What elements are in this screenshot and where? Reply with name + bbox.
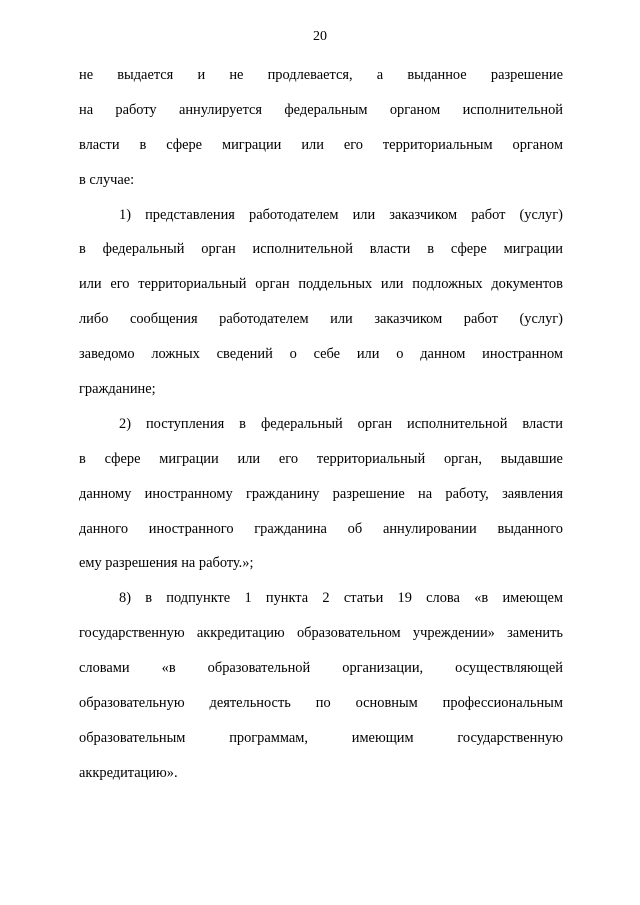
word: о [396, 346, 404, 363]
text-line [79, 657, 563, 692]
word: или [237, 450, 261, 467]
word: государственную [457, 729, 563, 746]
word: 19 [397, 590, 412, 607]
word: подложных [412, 276, 483, 293]
word: имеющем [502, 590, 563, 607]
word: или [352, 206, 376, 223]
word: сфере [166, 136, 203, 153]
word: по [315, 695, 331, 712]
word: 2) [119, 415, 131, 432]
word: данному [79, 485, 132, 502]
word: поддельных [298, 276, 373, 293]
word: документов [491, 276, 563, 293]
text-line [79, 483, 563, 518]
word: образовательной [207, 660, 311, 677]
word: территориальный [138, 276, 247, 293]
word: пункта [265, 590, 309, 607]
text-line [79, 622, 563, 657]
text-line [79, 343, 563, 378]
word: сообщения [129, 311, 198, 328]
text-line [79, 308, 563, 343]
word: организации, [342, 660, 424, 677]
word: образовательную [79, 695, 185, 712]
word: не [79, 67, 94, 83]
word: профессиональным [442, 695, 563, 712]
word: органом [512, 136, 563, 153]
word: разрешение [490, 67, 563, 83]
word: работ [463, 311, 498, 328]
word: заказчиком [389, 206, 458, 223]
word: на [418, 485, 433, 502]
word: сфере [450, 241, 487, 258]
word: иностранного [148, 520, 234, 537]
word: работу, [445, 485, 489, 502]
text-line [79, 99, 563, 134]
word: иностранном [482, 346, 563, 363]
word: работодателем [249, 206, 339, 223]
word: в [139, 136, 147, 153]
word: 1 [244, 590, 252, 607]
word: имеющим [351, 729, 414, 746]
word: государственную [79, 625, 185, 642]
word: в [145, 590, 153, 607]
word: работу [115, 101, 157, 118]
word: на [79, 101, 94, 118]
word: «в [161, 660, 176, 677]
word: (услуг) [519, 311, 563, 328]
word: власти [369, 241, 411, 258]
word: данного [79, 520, 129, 537]
word: органом [389, 101, 441, 118]
word: представления [145, 206, 235, 223]
text-line [79, 273, 563, 308]
text-line [79, 448, 563, 483]
word: выдавшие [500, 450, 563, 467]
body-text [79, 64, 563, 797]
word: деятельность [209, 695, 291, 712]
word: статьи [343, 590, 384, 607]
word: поступления [145, 415, 225, 432]
word: в случае: [79, 171, 135, 188]
word: программам, [229, 729, 308, 746]
word: себе [313, 346, 341, 363]
word: миграции [221, 136, 282, 153]
word: территориальный [316, 450, 426, 467]
word: орган [357, 415, 393, 432]
word: орган [201, 241, 236, 258]
word: исполнительной [252, 241, 353, 258]
text-line [79, 727, 563, 762]
word: не [229, 67, 244, 83]
text-line [79, 169, 563, 204]
word: его [343, 136, 363, 153]
word: в [79, 241, 86, 258]
word: исполнительной [407, 415, 508, 432]
word: или [301, 136, 324, 153]
text-line [79, 238, 563, 273]
word: а [376, 67, 384, 83]
word: в [239, 415, 246, 432]
text-line [79, 378, 563, 413]
word: гражданине; [79, 381, 156, 398]
word: гражданину [245, 485, 320, 502]
word: исполнительной [462, 101, 563, 118]
word: учреждении» [412, 625, 495, 642]
page-number: 20 [313, 29, 327, 44]
word: его [110, 276, 130, 293]
word: об [347, 520, 363, 537]
word: или [356, 346, 380, 363]
word: осуществляющей [455, 660, 563, 677]
word: миграции [159, 450, 219, 467]
text-line [79, 204, 563, 239]
text-line [79, 413, 563, 448]
word: подпункте [166, 590, 231, 607]
word: или [79, 276, 102, 293]
text-line [79, 64, 563, 99]
word: или [380, 276, 404, 293]
text-line [79, 587, 563, 622]
word: миграции [503, 241, 563, 258]
text-line [79, 518, 563, 553]
word: федеральным [284, 101, 368, 118]
word: заказчиком [374, 311, 443, 328]
word: работодателем [219, 311, 309, 328]
word: аккредитацию». [79, 764, 178, 781]
word: федеральный [102, 241, 185, 258]
word: ему разрешения на работу.»; [79, 555, 254, 572]
word: разрешение [332, 485, 405, 502]
word: «в [474, 590, 489, 607]
word: федеральный [260, 415, 343, 432]
word: гражданина [254, 520, 327, 537]
word: образовательном [296, 625, 401, 642]
word: власти [79, 136, 120, 153]
word: выданное [407, 67, 467, 83]
word: (услуг) [519, 206, 563, 223]
word: 8) [119, 590, 131, 607]
text-line [79, 692, 563, 727]
word: 1) [119, 206, 131, 223]
word: аккредитацию [196, 625, 285, 642]
word: и [197, 67, 206, 83]
word: заведомо [79, 346, 135, 363]
word: его [278, 450, 299, 467]
word: территориальным [382, 136, 493, 153]
word: заменить [507, 625, 563, 642]
word: заявления [502, 485, 563, 502]
text-line [79, 134, 563, 169]
word: аннулируется [178, 101, 263, 118]
word: аннулировании [382, 520, 477, 537]
word: данном [420, 346, 466, 363]
word: иностранному [144, 485, 233, 502]
word: выдается [117, 67, 174, 83]
text-line [79, 762, 563, 797]
word: сфере [104, 450, 141, 467]
word: либо [79, 311, 109, 328]
word: образовательным [79, 729, 186, 746]
word: в [427, 241, 435, 258]
word: в [79, 450, 86, 467]
word: выданного [497, 520, 563, 537]
word: 2 [322, 590, 330, 607]
word: власти [522, 415, 563, 432]
word: или [330, 311, 353, 328]
word: словами [79, 660, 130, 677]
word: основным [355, 695, 418, 712]
word: орган [255, 276, 290, 293]
word: слова [426, 590, 460, 607]
word: ложных [151, 346, 200, 363]
word: орган, [443, 450, 482, 467]
word: продлевается, [267, 67, 353, 83]
text-line [79, 552, 563, 587]
word: работ [471, 206, 506, 223]
word: о [289, 346, 297, 363]
word: сведений [216, 346, 273, 363]
